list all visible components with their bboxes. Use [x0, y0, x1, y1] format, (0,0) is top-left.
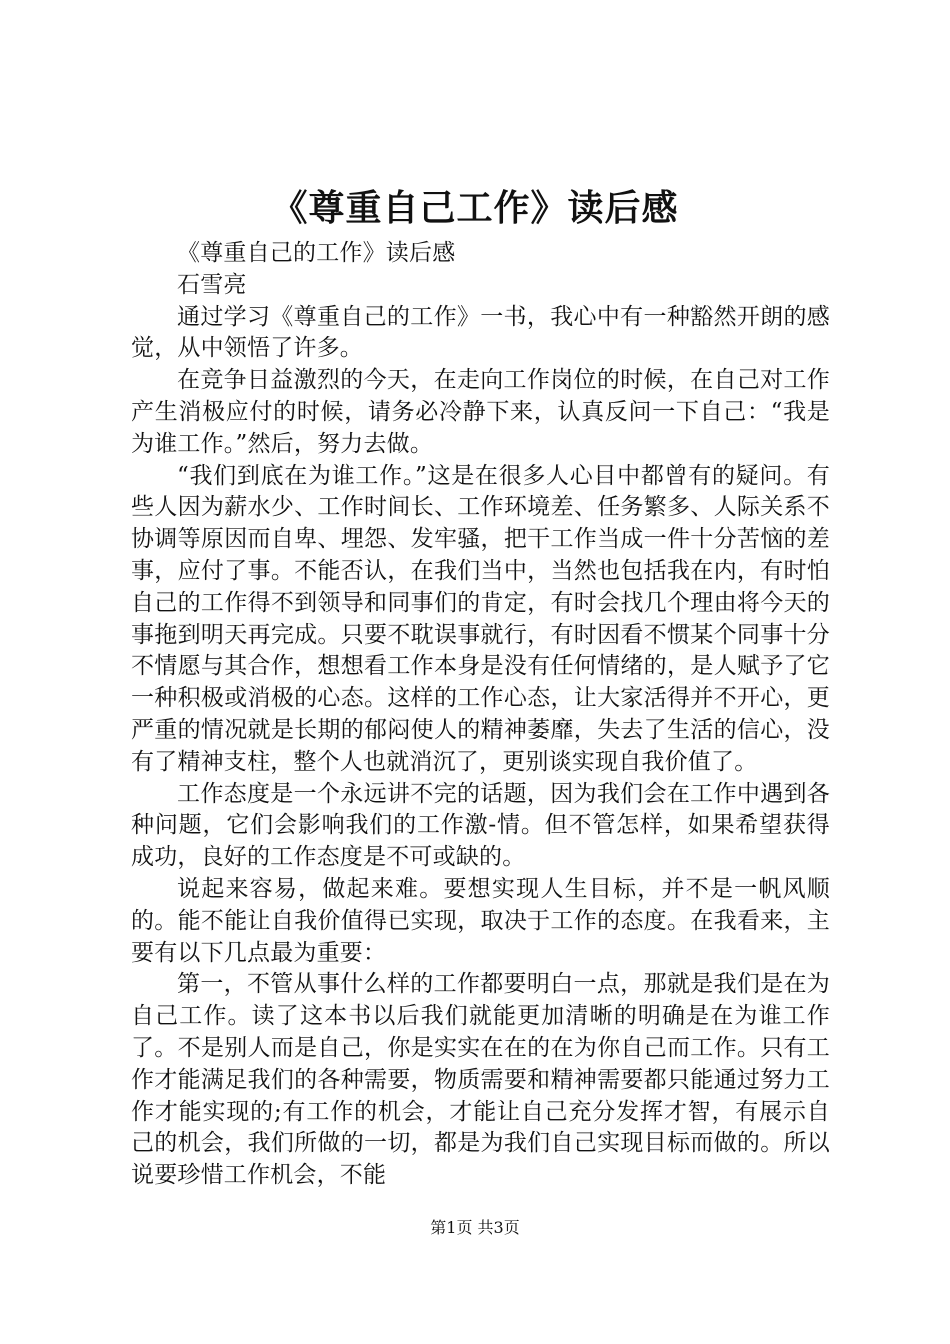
- document-title: 《尊重自己工作》读后感: [271, 187, 679, 229]
- body-paragraph: 《尊重自己的工作》读后感: [177, 240, 456, 266]
- author-line: 石雪亮: [177, 271, 247, 298]
- body-paragraph: 在竞争日益激烈的今天，在走向工作岗位的时候，在自己对工作产生消极应付的时候，请务必冷静下来，认真反问一下自己：“我是为谁工作。”然后，努力去做。: [131, 367, 830, 457]
- body-paragraph: 说起来容易，做起来难。要想实现人生目标，并不是一帆风顺的。能不能让自我价值得已实现，取决于工作的态度。在我看来，主要有以下几点最为重要：: [131, 875, 830, 966]
- body-paragraph: 通过学习《尊重自己的工作》一书，我心中有一种豁然开朗的感觉，从中领悟了许多。: [131, 303, 830, 362]
- body-paragraph: 工作态度是一个永远讲不完的话题，因为我们会在工作中遇到各种问题，它们会影响我们的工作激-情。但不管怎样，如果希望获得成功，良好的工作态度是不可或缺的。: [131, 780, 830, 871]
- body-paragraph: 第一，不管从事什么样的工作都要明白一点，那就是我们是在为自己工作。读了这本书以后我们就能更加清晰的明确是在为谁工作了。不是别人而是自己，你是实实在在的在为你自己而工作。只有工作才能满足我们的各种需要，物质需要和精神需要都只能通过努力工作才能实现的;有工作的机会，才能让自己充分发挥才智，有展示自己的机会，我们所做的一切，都是为我们自己实现目标而做的。所以说要珍惜工作机会，不能: [131, 971, 830, 1189]
- page-number-footer: 第1页 共3页: [430, 1218, 520, 1237]
- document-body: [131, 238, 830, 1192]
- body-paragraph: “我们到底在为谁工作。”这是在很多人心目中都曾有的疑问。有些人因为薪水少、工作时间长、工作环境差、任务繁多、人际关系不协调等原因而自卑、埋怨、发牢骚，把干工作当成一件十分苦恼的差事，应付了事。不能否认，在我们当中，当然也包括我在内，有时怕自己的工作得不到领导和同事们的肯定，有时会找几个理由将今天的事拖到明天再完成。只要不耽误事就行，有时因看不惯某个同事十分不情愿与其合作，想想看工作本身是没有任何情绪的，是人赋予了它一种积极或消极的心态。这样的工作心态，让大家活得并不开心，更严重的情况就是长期的郁闷使人的精神萎靡，失去了生活的信心，没有了精神支柱，整个人也就消沉了，更别谈实现自我价值了。: [131, 462, 830, 775]
